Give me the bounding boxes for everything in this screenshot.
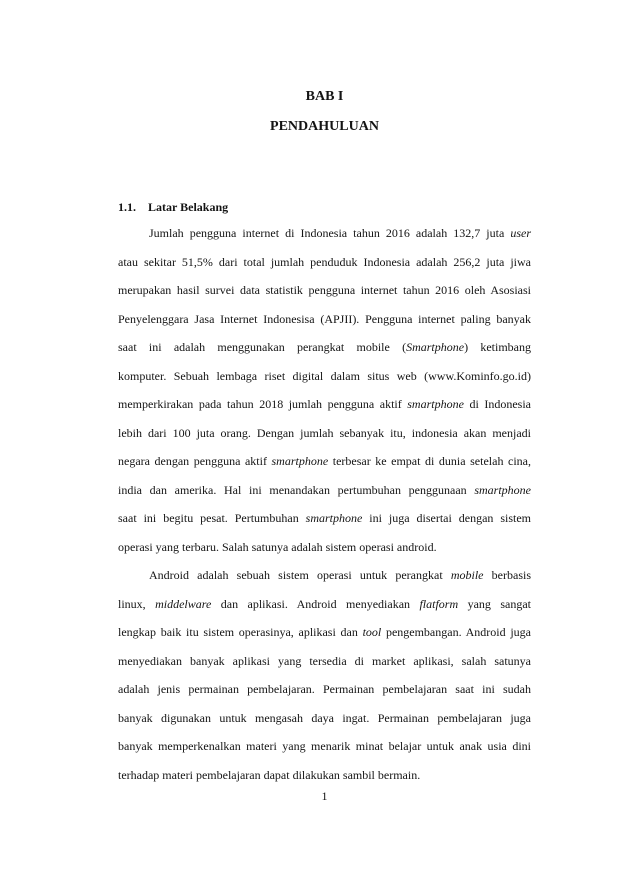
paragraph-2 (118, 561, 531, 789)
italic-term: smartphone (305, 511, 363, 525)
text-run: lengkap baik itu sistem operasinya, aplikasi dan (118, 625, 363, 639)
text-run: Penyelenggara Jasa Internet Indonesisa (APJII). Pengguna internet paling banyak (118, 311, 531, 326)
text-line (118, 533, 531, 562)
text-run: dan aplikasi. Android menyediakan (211, 596, 420, 611)
text-line (118, 704, 531, 733)
text-line (118, 333, 531, 362)
text-line (118, 419, 531, 448)
text-run: linux, (118, 596, 156, 611)
text-run: merupakan hasil survei data statistik pengguna internet tahun 2016 oleh Asosiasi (118, 283, 531, 297)
text-run: saat ini adalah menggunakan perangkat mobile ( (118, 340, 407, 354)
italic-term: mobile (450, 568, 484, 582)
italic-term: smartphone (474, 482, 531, 497)
text-run: banyak memperkenalkan materi yang menarik minat belajar untuk anak usia dini (118, 739, 531, 753)
text-line (118, 276, 531, 305)
text-line (118, 447, 531, 476)
text-run: ) ketimbang (464, 340, 531, 354)
chapter-number: BAB I (305, 89, 344, 104)
text-run: atau sekitar 51,5% dari total jumlah penduduk Indonesia adalah 256,2 juta jiwa (118, 254, 531, 269)
text-run: india dan amerika. Hal ini menandakan pertumbuhan penggunaan (118, 482, 475, 497)
text-line (118, 390, 531, 419)
text-run: memperkirakan pada tahun 2018 jumlah pengguna aktif (118, 397, 408, 411)
text-run: ini juga disertai dengan sistem (362, 511, 532, 525)
text-line (118, 590, 531, 619)
italic-term: tool (362, 625, 382, 639)
italic-term: middelware (155, 596, 212, 611)
section-heading (118, 199, 531, 215)
text-run: berbasis (483, 568, 531, 582)
page-number: 1 (321, 789, 328, 803)
text-run: terhadap materi pembelajaran dapat dilakukan sambil bermain. (118, 767, 421, 782)
text-line (118, 561, 531, 590)
text-run: negara dengan pengguna aktif (118, 454, 272, 468)
text-run: menyediakan banyak aplikasi yang tersedia di market aplikasi, salah satunya (118, 653, 531, 668)
text-run: komputer. Sebuah lembaga riset digital dalam situs web (www.Kominfo.go.id) (118, 368, 531, 383)
italic-term: smartphone (271, 454, 329, 468)
text-run: lebih dari 100 juta orang. Dengan jumlah sebanyak itu, indonesia akan menjadi (118, 425, 531, 440)
text-run: di Indonesia (463, 397, 531, 411)
text-run: adalah jenis permainan pembelajaran. Permainan pembelajaran saat ini sudah (118, 682, 531, 696)
text-line (118, 618, 531, 647)
text-line (118, 362, 531, 391)
text-line (118, 732, 531, 761)
text-line (118, 219, 531, 248)
text-run: operasi yang terbaru. Salah satunya adalah sistem operasi android. (118, 539, 437, 554)
text-run: banyak digunakan untuk mengasah daya ingat. Permainan pembelajaran juga (118, 710, 531, 725)
italic-term: user (510, 226, 531, 240)
text-line (118, 248, 531, 277)
text-line (118, 647, 531, 676)
italic-term: flatform (419, 596, 459, 611)
text-run: saat ini begitu pesat. Pertumbuhan (118, 511, 306, 525)
text-run: yang sangat (458, 596, 531, 611)
paragraph-1 (118, 219, 531, 561)
text-run: Android adalah sebuah sistem operasi untuk perangkat (149, 568, 451, 582)
text-line (118, 504, 531, 533)
text-line (118, 675, 531, 704)
text-run: pengembangan. Android juga (381, 625, 531, 639)
italic-term: smartphone (407, 397, 464, 411)
text-line (118, 476, 531, 505)
chapter-title: PENDAHULUAN (270, 119, 379, 134)
section-number: 1.1. (118, 200, 136, 214)
body-text (118, 219, 531, 789)
text-run: terbesar ke empat di dunia setelah cina, (328, 454, 531, 468)
text-line (118, 305, 531, 334)
text-line (118, 761, 531, 790)
text-run: Jumlah pengguna internet di Indonesia tahun 2016 adalah 132,7 juta (149, 226, 511, 240)
italic-term: Smartphone (406, 340, 465, 354)
section-title: Latar Belakang (148, 200, 229, 214)
